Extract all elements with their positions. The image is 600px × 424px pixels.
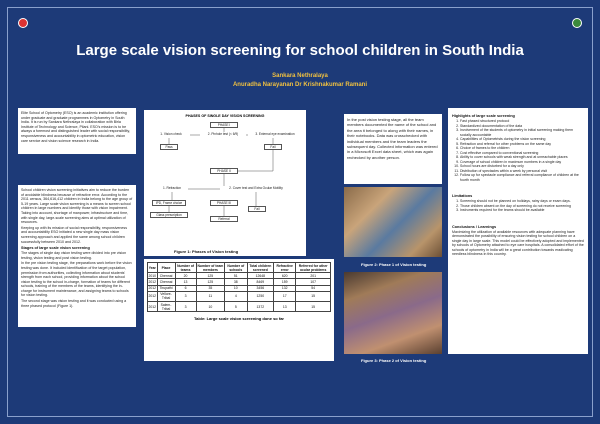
list-item: 1. Screening should not be planned on holidays, rainy days or exam days. [460,199,584,204]
table-cell: 12648 [247,273,274,279]
flow-pass-1: Pass [160,144,178,150]
background-box [18,185,136,327]
table-cell: 54 [296,285,331,291]
flow-step-external: 3. External eye examination [248,132,302,138]
stages-title: Stages of large scale vision screening [21,246,90,251]
list-item: 6. Choice of frames to the children [460,146,584,151]
table-cell: 3 [175,301,196,311]
table-cell: 3456 [247,285,274,291]
author-names: Anuradha Narayanan Dr Krishnakumar Ramani [232,82,368,88]
table-cell: 125 [196,273,224,279]
table-row [148,291,331,301]
list-item: 4. Capabilities of Optometrists during the vision screening [460,137,584,142]
table-cell: 2012 [148,291,158,301]
stages-text-2: In the pre vision testing stage, the preparations work before the vision testing was done. It included identification of the target population, permission from authorities, collecting information about students' strength from each school, providing information about the school vision testing to the school in-charge, formation of teams for different schools, training of the members of the teams, identifying the in-charge for instrument maintenance, and assigning teams to schools for vision testing. [21,261,132,298]
table-cell: 10 [196,301,224,311]
table-cell: 38 [225,279,247,285]
list-item: 1. Fast phased structured protocol [460,119,584,124]
poster-title: Large scale vision screening for school children in South India [76,42,524,59]
highlights-list [452,119,584,182]
flow-step-vision-check: 1. Vision check [152,132,190,138]
table-header-row [148,263,331,273]
poster [4,4,596,420]
intro-box [18,108,136,154]
list-item: 11. Distribution of spectacles within a week by personal visit [460,169,584,174]
table-cell: 8469 [247,279,274,285]
table-cell: 35 [196,285,224,291]
flow-fail-1: Fail [264,144,282,150]
table-cell: 15 [296,301,331,311]
list-item: 10. School hours are disturbed for a day only [460,164,584,169]
list-item: 2. Standardized documentation of the data [460,124,584,129]
list-item: 3. Involvement of the students of optometry in initial screening making them socially accountable [460,128,584,137]
flow-ipd: IPD, Frame choice [152,200,186,206]
table-cell: 1250 [247,291,274,301]
table-header: Number of teams [175,263,196,273]
table-cell: 620 [274,273,296,279]
list-item: 2. Those children absent on the day of screening do not receive screening [460,204,584,209]
table-cell: 107 [296,279,331,285]
flow-phase2: PHASE II [210,168,238,174]
conclusion-text: Maximizing the utilization of available resources with adequate planning have demonstrated the possibility of ensuring vision testing for school children on a single day in large scale. This model could be effectively adopted and implemented by schools of Optometry attached to eye care hospitals. A consolidated effort of the schools of optometry in India will be a great contribution towards eradicating needless blindness in this country. [452,229,584,257]
stages-text-3: The second stage was vision testing and it was conducted using a three phased protocol (Figure 1). [21,299,127,308]
list-item: 5. Refraction and referral for other problems on the same day [460,142,584,147]
table-header: Number of schools [225,263,247,273]
table-cell: 13 [274,301,296,311]
list-item: 12. Follow up for spectacle compliance and referral compliance of children at the fourth month [460,173,584,182]
intro-text: Elite School of Optometry (ESO) is an academic institution offering under graduate and graduate programmes in Optometry in South India. It is run by Sankara Nethralaya in collaboration with Birla Institute of Technology and Science, Pilani. ESO's mission is to be always a foremost and distinguished leader with social responsibility, responsiveness and accountability in optometric education, vision care service and vision science research in India. [21,111,130,143]
flowchart-arrows [144,110,306,230]
figure1-caption: Figure 1: Phases of Vision testing [174,249,239,254]
conclusion-title: Conclusions / Learnings [452,224,497,229]
table-cell: Chennai [157,279,175,285]
flowchart-box [144,110,306,256]
screening-table [147,262,331,312]
table-cell: 2012 [148,301,158,311]
flow-fail-2: Fail [248,206,266,212]
flow-glasses: Glass prescription [150,212,188,218]
table-cell: Salem-Tribal [157,301,175,311]
limitations-title: Limitations [452,194,473,198]
flow-phase1: PHASE I [210,122,238,128]
flowchart-title: PHASES OF SINGLE DAY VISION SCREENING [185,114,265,118]
figure3-caption: Figure 3: Phase 2 of Vision testing [361,358,427,363]
flow-phase3: PHASE III [210,200,238,206]
table-cell: 125 [196,279,224,285]
table-cell: Chennai [157,273,175,279]
table-cell: 6 [175,285,196,291]
table-cell: 2012 [148,279,157,284]
highlights-title: Highlights of large scale screening [452,114,515,118]
background-text-1: School children vision screening initiatives aim to reduce the burden of avoidable blindness because of refractive error. According to the 2011 census, 364,616,412 children in India belong to the age group of 5-19 years. Large scale vision screening is a means to screen school children in large numbers and identify those with vision impairment. Taking into account, shortage of manpower, infrastructure and time, with single day, large-scale screening aims at optimal utilization of resources. [21,188,133,225]
table-cell: 17 [274,291,296,301]
flow-step-pinhole: 2. Pinhole test (< 6/9) [200,132,246,138]
table-caption: Table: Large scale vision screening done so far [194,316,284,322]
background-text-2: Keeping up with its mission of social responsibility, responsiveness and accountability ESO initiated a new single day mass vision screening approach and applied the same among school children successfully between 2010 and 2012. [21,225,127,244]
post-testing-box [344,114,442,184]
list-item: 7. Cost effective compared to conventional screening [460,151,584,156]
table-cell: 3 [175,291,196,301]
organization: Sankara Nethralaya [272,73,328,79]
table-header: Total children screened [247,263,274,273]
table-cell: Vellore-Tribal [157,291,175,301]
figure2-caption: Figure 2: Phase 1 of Vision testing [361,262,427,267]
phase2-photo [344,272,442,354]
table-box [144,259,334,361]
table-row [148,301,331,311]
table-cell: 1372 [247,301,274,311]
table-cell: 4 [225,291,247,301]
table-header: Number of team members [197,263,224,272]
table-cell: Tirupathi [157,285,175,291]
table-cell: 5 [225,301,247,311]
table-cell: 132 [274,285,296,291]
table-cell: 10 [225,285,247,291]
right-logo-icon [572,18,582,28]
post-testing-text: In the post vision testing stage, all the team members documented the name of the school and the area it belonged to along with their names, in their notebooks. Data was crosschecked with individual members and the team leaders the subsequent day. Collected information was entered in a Microsoft Excel data sheet, which was again rechecked by another person. [347,117,438,160]
flow-referral: Referral [210,216,238,222]
table-header: Year [148,263,158,273]
table-header: Place [157,263,175,273]
table-header: Refractive error [274,263,296,273]
table-cell: 201 [296,273,331,279]
list-item: 3. Instruments required for the teams should be available [460,208,584,213]
table-cell: 2012 [148,286,157,291]
flow-step-refraction: 1. Refraction [156,186,188,192]
left-logo-icon [18,18,28,28]
list-item: 8. Ability to cover schools with weak strength and at unreachable places [460,155,584,160]
table-cell: 20 [175,273,196,279]
table-cell: 159 [274,279,296,285]
flow-step-cover-test: 2. Cover test and Extra Ocular Motility [220,186,292,192]
table-cell: 13 [175,279,196,285]
table-cell: 51 [225,273,247,279]
table-cell: 2010 [148,273,157,278]
authors [4,72,596,90]
limitations-list [452,199,584,213]
table-header: Referred for other ocular problems [296,263,331,273]
table-cell: 15 [296,291,331,301]
list-item: 9. Coverage of school children in maximum numbers in a single day [460,160,584,165]
phase1-photo [344,187,442,257]
table-cell: 11 [196,291,224,301]
right-column-box [448,108,588,354]
stages-text-1: The stages of single day vision testing were divided into pre vision testing, vision testing and post vision testing. [21,251,127,260]
